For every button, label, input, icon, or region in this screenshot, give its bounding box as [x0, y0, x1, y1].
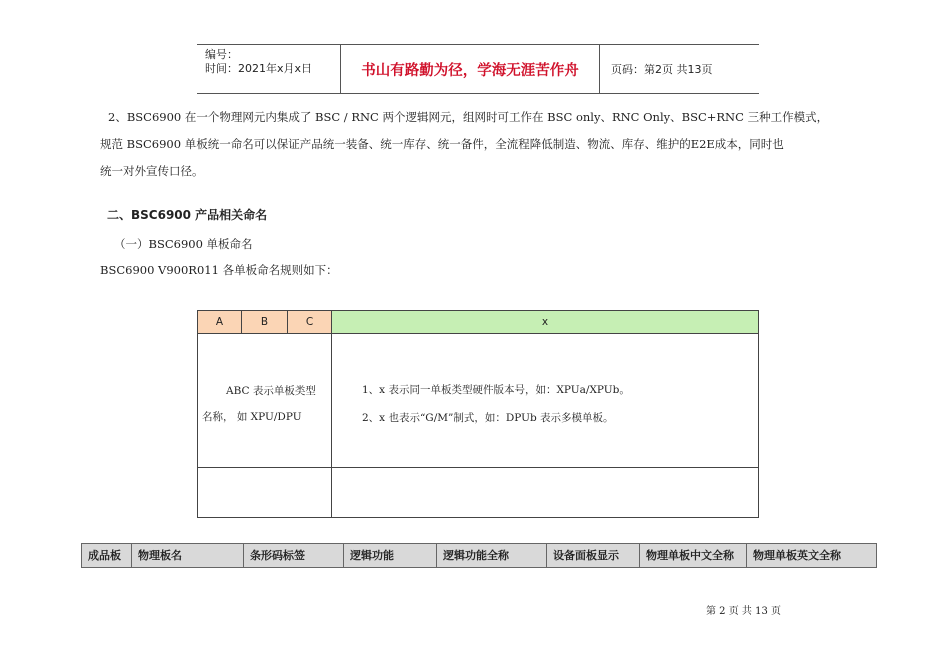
- empty-cell-left: [198, 468, 332, 517]
- board-col-physical-name: 物理板名: [132, 544, 244, 567]
- subsection-heading: （一）BSC6900 单板命名: [114, 237, 253, 251]
- header-number-label: 编号：: [205, 48, 238, 61]
- abc-desc-line-1: ABC 表示单板类型: [226, 385, 316, 397]
- abc-desc-line-2: 名称， 如 XPU/DPU: [202, 411, 302, 423]
- header-page-label: 页码：第2页 共13页: [611, 63, 713, 76]
- section-heading: 二、BSC6900 产品相关命名: [107, 208, 268, 222]
- page-footer: 第 2 页 共 13 页: [706, 606, 781, 617]
- x-description-cell: [332, 334, 758, 468]
- intro-paragraph: [100, 104, 890, 185]
- x-desc-line-2: 2、x 也表示“G/M”制式，如：DPUb 表示多模单板。: [362, 412, 614, 424]
- intro-line-3: 统一对外宣传口径。: [100, 164, 204, 178]
- page-header: [197, 44, 759, 94]
- header-time-label: 时间：2021年x月x日: [205, 62, 313, 75]
- empty-cell-right: [332, 468, 758, 517]
- intro-line-1: 2、BSC6900 在一个物理网元内集成了 BSC / RNC 两个逻辑网元，组网时可工作在 BSC only、RNC Only、BSC+RNC 三种工作模式，: [108, 110, 829, 124]
- col-a-header: A: [198, 311, 242, 334]
- board-table-header-row: [81, 543, 877, 568]
- col-c-header: C: [288, 311, 332, 334]
- col-b-header: B: [242, 311, 288, 334]
- intro-line-2: 规范 BSC6900 单板统一命名可以保证产品统一装备、统一库存、统一备件，全流程降低制造、物流、库存、维护的E2E成本，同时也: [100, 137, 784, 151]
- board-col-en-fullname: 物理单板英文全称: [753, 549, 841, 562]
- rule-intro: BSC6900 V900R011 各单板命名规则如下：: [100, 263, 338, 277]
- header-motto: 书山有路勤为径，学海无涯苦作舟: [341, 45, 600, 93]
- naming-rule-table: [197, 310, 759, 518]
- header-meta: [197, 45, 341, 93]
- board-col-finished: 成品板: [82, 544, 132, 567]
- board-col-panel-display: 设备面板显示: [547, 544, 640, 567]
- x-desc-line-1: 1、x 表示同一单板类型硬件版本号，如：XPUa/XPUb。: [362, 384, 630, 396]
- col-x-header: x: [332, 311, 758, 334]
- board-col-barcode: 条形码标签: [244, 544, 344, 567]
- abc-description-cell: [198, 334, 332, 468]
- board-col-cn-fullname: 物理单板中文全称: [640, 544, 747, 567]
- board-col-logic-fullname: 逻辑功能全称: [437, 544, 547, 567]
- board-col-logic-function: 逻辑功能: [344, 544, 437, 567]
